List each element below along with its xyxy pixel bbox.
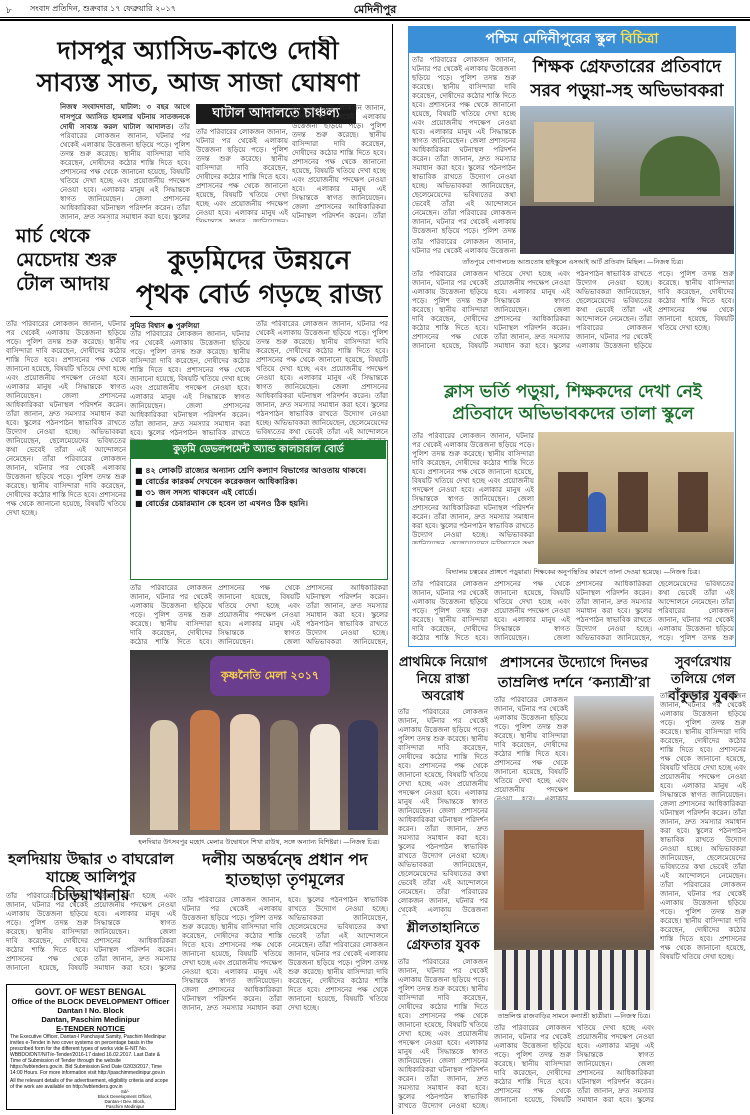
story1-banner: ঘাটাল আদালতে চাঞ্চল্য xyxy=(196,104,356,124)
page-number: ৮ xyxy=(6,6,12,16)
story2-headline: মার্চ থেকে মেচেদায় শুরু টোল আদায় xyxy=(16,225,117,295)
locked-school-photo xyxy=(538,432,734,564)
story4-body xyxy=(6,892,176,978)
story3-headline-1: কুড়মিদের উন্নয়নে xyxy=(167,246,351,276)
header-rule xyxy=(0,19,750,21)
story7-headline-1: ক্লাস ভর্তি পড়ুয়া, শিক্ষকদের দেখা নেই xyxy=(444,382,702,402)
page-header xyxy=(0,0,750,18)
festival-photo xyxy=(130,650,388,835)
story6-column-1b xyxy=(412,238,516,256)
story1-column-2 xyxy=(196,128,288,222)
story6-caption: তাঁতপুরে গোপালচন্দ্র আশুতোষ হাইস্কুলে এসআই আর্ট প্রতিবাদ মিছিল। —নিজস্ব চিত্র। xyxy=(462,258,684,266)
festival-banner: কৃষ্ণনৈতি মেলা ২০১৭ xyxy=(210,656,330,696)
person-figure xyxy=(230,714,260,830)
story7-caption: বিদ্যালয় চত্বরের প্রাঙ্গণে পড়ুয়ারা। শিক্ষকের অনুপস্থিতির কারণে তালা দেওয়া হয়েছে। —নিজস্ব চিত্র। xyxy=(445,568,700,576)
person-figure xyxy=(150,720,178,830)
door xyxy=(558,472,588,532)
kurmi-board-box xyxy=(130,440,388,580)
story10-headline: সুবর্ণরেখায় তলিয়ে গেল বাঁকুড়ার যুবক xyxy=(668,655,738,704)
section-name: মেদিনীপুর xyxy=(353,3,397,16)
ruined-palace xyxy=(504,830,644,910)
story6-continued xyxy=(412,270,734,376)
tender-notice xyxy=(6,984,176,1110)
person-figure xyxy=(310,724,340,830)
story11-headline: শ্লীলতাহানিতে গ্রেফতার যুবক xyxy=(406,921,480,953)
story6-column-1 xyxy=(412,56,516,234)
kurmi-point: ■ ৪২ লোকটি রাজ্যের অন্যান্য শ্রেণি কল্যাণ বিভাগের আওতায় থাকবে। xyxy=(135,465,367,475)
door xyxy=(618,472,648,532)
kurmi-points xyxy=(135,465,383,509)
notice-body: The Executive Officer, Dantan-I Panchayat Samity, Paschim Medinipur invites e-Tender in two cover systems on percentage basis in the prescribed form for the different types of works vide E-NIT No. WBBDO/DNT/NIT/e-Tender/2016-17 dated 16.02.2017. Last Date & Time of Submission of Tender through the website https://wbtenders.gov.in. Bid Submission End Date 02/03/2017, Time 14:00 Hours. For more information visit http://paschimmedinipur.gov.in xyxy=(10,1034,166,1076)
story6-headline-2: সরব পড়ুয়া-সহ অভিভাবকরা xyxy=(530,81,724,101)
column-divider xyxy=(392,24,393,1114)
story7-headline-2: প্রতিবাদে অভিভাবকদের তালা স্কুলে xyxy=(452,404,694,424)
story1-column-1: নিজস্ব সংবাদদাতা, ঘাটাল: ৩ বছর আগে দাসপুরে অ্যাসিড হামলার ঘটনায় সাতজনকে দোষী সাব্যস্ত করল ঘাটাল আদালত। তাঁর পরিবারের লোকজন জানান, ঘটনার পর থেকেই এলাকায় উত্তেজনা ছড়িয়ে পড়ে। পুলিশ তদন্ত শুরু করেছে। স্থানীয় বাসিন্দারা দাবি করেছেন, দোষীদের কঠোর শাস্তি দিতে হবে। প্রশাসনের পক্ষ থেকে জানানো হয়েছে, বিষয়টি খতিয়ে দেখা হচ্ছে এবং প্রয়োজনীয় পদক্ষেপ নেওয়া হবে। এলাকার মানুষ এই সিদ্ধান্তকে স্বাগত জানিয়েছেন। জেলা প্রশাসনের আধিকারিকরা ঘটনাস্থল পরিদর্শন করেন। তাঁরা জানান, দ্রুত সমস্যার সমাধান করা হবে। স্কুলের পঠনপাঠন স্বাভাবিক রাখতে উদ্যোগ নেওয়া হচ্ছে। অভিভাবকরা জানিয়েছেন, ছেলেমেয়েদের ভবিষ্যতের কথা ভেবেই তাঁরা এই আন্দোলনে নেমেছেন। তাঁরা পরিবারের লোকজন জানান, ঘটনার পর থেকেই এলাকায় উত্তেজনা ছড়িয়ে পড়ে। পুলিশ তদন্ত শুরু করেছে। স্থানীয় বাসিন্দারা দাবি করেছেন, দোষীদের কঠোর শাস্তি দিতে হবে। প্রশাসনের পক্ষ থেকে জানানো হয়েছে, বিষয়টি খতিয়ে দেখা হচ্ছে। xyxy=(60,102,190,222)
story4-headline: হলদিয়ায় উদ্ধার ৩ বাঘরোল যাচ্ছে আলিপুর চিড়িয়াখানায় xyxy=(8,850,174,904)
story8-headline: প্রাথমিকে নিয়োগ নিয়ে রাস্তা অবরোধ xyxy=(398,655,488,704)
section-bar-mid: স্কুল xyxy=(590,31,621,47)
notice-block: Dantan I No. Block xyxy=(57,1006,124,1015)
story5-headline: দলীয় অন্তর্দ্বন্দ্বে প্রধান পদ হাতছাড়া তৃণমূলের xyxy=(202,850,368,889)
story3-rule xyxy=(130,316,388,317)
person-figure xyxy=(190,710,220,830)
school-building xyxy=(534,122,594,202)
kurmi-point: ■ ৩১ জন সদস্য থাকবেন এই বোর্ডে। xyxy=(135,487,257,497)
kurmi-point: ■ বোর্ডের চেয়ারম্যান কে হবেন তা এখনও ঠিক হয়নি। xyxy=(135,498,309,508)
kurmi-point: ■ বোর্ডের কারকর্ম দেখবেন করেকজন আধিকারিক। xyxy=(135,476,298,486)
school-section-bar xyxy=(408,26,736,52)
story9-headline-2: তাম্রলিপ্ত দর্শনে ‘কন্যাশ্রী’রা xyxy=(497,675,651,691)
story10-body xyxy=(660,692,746,1110)
notice-signature: Sd/- Block Development Officer, Dantan-I Dev. Block, Paschim Medinipur xyxy=(97,1089,153,1109)
kanyashree-photo xyxy=(494,800,654,1010)
story2-body xyxy=(6,320,126,850)
rajbari-photo-small xyxy=(574,696,654,792)
story6-headline-1: শিক্ষক গ্রেফতারের প্রতিবাদে xyxy=(532,57,722,77)
story5-body xyxy=(182,896,388,1108)
school-protest-photo xyxy=(520,106,734,254)
notice-govt: GOVT. OF WEST BENGAL xyxy=(34,987,146,997)
story3-headline-2: পৃথক বোর্ড গড়ছে রাজ্য xyxy=(136,280,382,310)
section-bar-right: বিচিত্রা xyxy=(620,31,659,47)
person-figure xyxy=(348,720,378,830)
notice-office: Office of the BLOCK DEVELOPMENT Officer xyxy=(11,997,170,1006)
notice-title: E-TENDER NOTICE xyxy=(56,1024,125,1033)
story1-headline-2: সাব্যস্ত সাত, আজ সাজা ঘোষণা xyxy=(36,68,360,97)
paper-date: সংবাদ প্রতিদিন, শুক্রবার ১৭ ফেব্রুয়ারি ২০১৭ xyxy=(30,4,176,13)
kanyashree-caption: তাম্রলিপ্ত রাজবাড়ির সামনে কন্যাশ্রী ছাত্রীরা। —নিজস্ব চিত্র। xyxy=(497,1012,651,1020)
person-figure xyxy=(270,720,298,830)
festival-caption: হলদিয়ার উৎসবপুর মহোৎ মেলার উদ্বোধনে শিখা রাউথ, সঙ্গে অন্যান্য বিশিষ্টরা। —নিজস্ব চিত্র। xyxy=(138,838,380,846)
story11-body xyxy=(398,958,488,1110)
story3-column-2 xyxy=(256,320,388,440)
students-crowd xyxy=(494,950,654,1010)
crowd xyxy=(520,206,734,254)
story8-body xyxy=(398,708,488,916)
notice-footer: All the relevant details of the advertisement, eligibility criteria and scope of the work are available on http://wbtenders.gov.in xyxy=(10,1078,169,1090)
tree xyxy=(640,136,720,196)
door xyxy=(678,472,708,532)
story7-column-1 xyxy=(412,432,534,544)
story9-headline-1: প্রশাসনের উদ্যোগে দিনভর xyxy=(499,655,649,671)
kurmi-board-title: কুড়মি ডেভলপমেন্ট অ্যান্ড কালচারাল বোর্ড xyxy=(131,441,386,459)
story3-byline: সুমিত বিশ্বাস ● পুরুলিয়া xyxy=(130,321,200,330)
story3-continued xyxy=(130,584,388,648)
story1-column-3 xyxy=(292,104,386,222)
section-bar-left: পশ্চিম মেদিনীপুরের xyxy=(485,31,591,47)
story7-continued xyxy=(412,580,734,644)
notice-location: Dantan, Paschim Medinipur xyxy=(41,1015,140,1024)
story3-column-1 xyxy=(130,330,250,440)
story9-continued xyxy=(494,1024,654,1110)
story1-headline-1: দাসপুর অ্যাসিড-কাণ্ডে দোষী xyxy=(57,36,339,65)
student-figure xyxy=(588,492,606,532)
